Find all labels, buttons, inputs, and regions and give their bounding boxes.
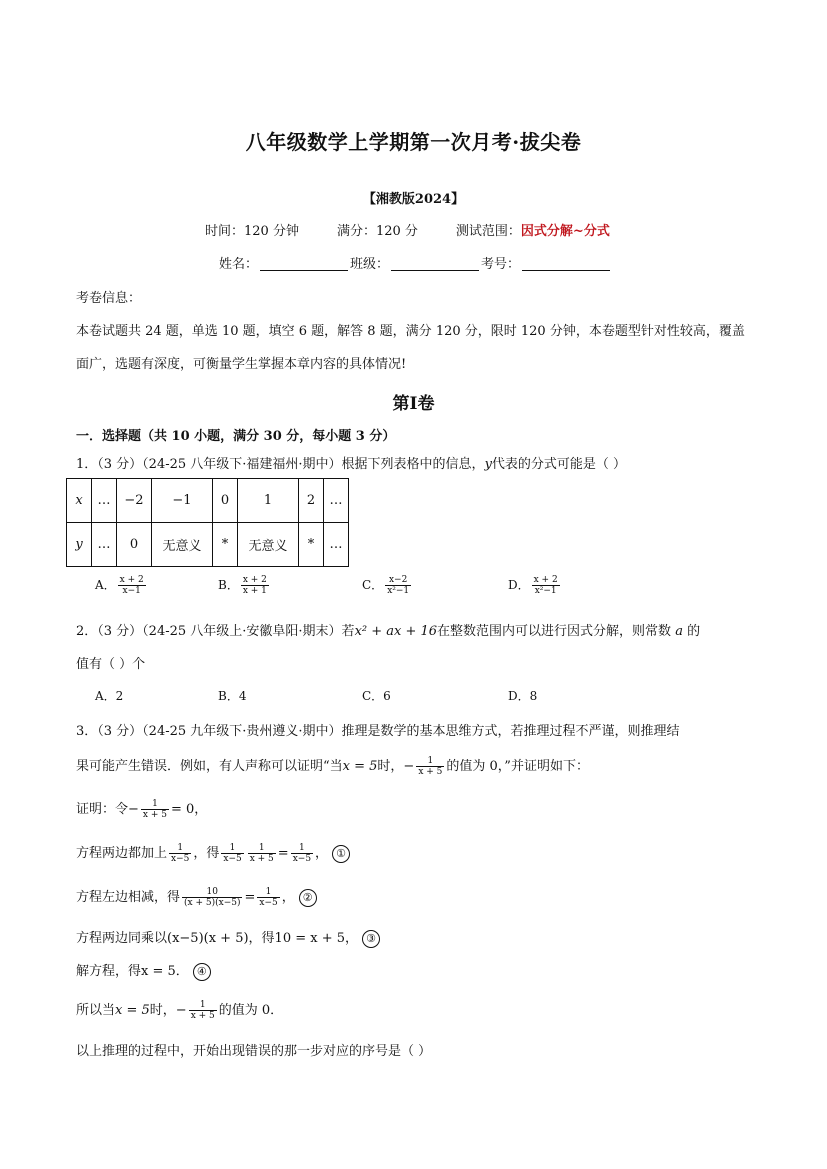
fraction xyxy=(257,887,279,908)
class-label: 班级： xyxy=(350,257,390,272)
q3-line2-c: 时，− xyxy=(377,759,415,774)
id-blank[interactable] xyxy=(522,256,610,271)
q3-step-4 xyxy=(76,960,211,981)
numerator: 1 xyxy=(265,887,272,897)
part1-heading: 一．选择题（共 10 小题，满分 30 分，每小题 3 分） xyxy=(76,429,396,444)
denominator: x−5 xyxy=(223,854,242,864)
q3-step-1 xyxy=(76,842,350,864)
time-info: 时间：120 分钟 xyxy=(205,224,299,239)
table-cell: 无意义 xyxy=(238,523,299,567)
info-heading: 考卷信息： xyxy=(76,291,142,306)
denominator: (x + 5)(x−5) xyxy=(184,898,241,908)
step-text: = xyxy=(277,846,289,861)
numerator: 1 xyxy=(152,799,158,809)
table-cell: 1 xyxy=(238,479,299,523)
q3-step-3 xyxy=(76,927,380,948)
option-label: B． xyxy=(218,578,239,592)
q3-conclusion xyxy=(76,999,283,1021)
step-text: x = 5 xyxy=(115,1003,150,1018)
range-label: 测试范围： xyxy=(455,224,521,239)
q3-line2-b: x = 5 xyxy=(342,759,378,774)
q1-table xyxy=(66,478,349,567)
edition-label: 【湘教版2024】 xyxy=(362,192,465,207)
q2-line-2: 值有（ ）个 xyxy=(76,657,146,672)
q3-proof xyxy=(76,798,207,820)
denominator: x + 5 xyxy=(249,854,274,864)
numerator: x + 2 xyxy=(119,575,144,585)
name-blank[interactable] xyxy=(260,256,348,271)
fraction xyxy=(291,843,313,864)
denominator: x−5 xyxy=(171,854,190,864)
section-title: 第Ⅰ卷 xyxy=(392,394,435,414)
numerator: 1 xyxy=(199,1000,206,1010)
step-text: = xyxy=(244,890,256,905)
table-cell: 0 xyxy=(213,479,238,523)
id-label: 考号： xyxy=(481,257,521,272)
page-title: 八年级数学上学期第一次月考·拔尖卷 xyxy=(245,130,582,154)
fraction xyxy=(532,575,560,596)
option-label: C． xyxy=(362,578,384,592)
denominator: x + 1 xyxy=(242,586,267,596)
fraction xyxy=(182,887,242,908)
table-cell: … xyxy=(92,523,117,567)
table-cell: … xyxy=(324,523,349,567)
step-text: ， xyxy=(281,890,295,905)
table-cell: 2 xyxy=(299,479,324,523)
fraction xyxy=(248,843,276,864)
option-label: A． xyxy=(95,578,116,592)
q2-option-a[interactable]: A．2 xyxy=(95,689,124,703)
fraction xyxy=(189,1000,217,1021)
option-label: D． xyxy=(508,578,530,592)
step-marker: ② xyxy=(299,889,317,907)
numerator: 1 xyxy=(177,843,184,853)
table-cell: … xyxy=(324,479,349,523)
q3-line-2 xyxy=(76,755,589,777)
step-text: 的值为 0． xyxy=(218,1003,284,1018)
q2-var: a xyxy=(675,624,683,639)
q2-stem xyxy=(76,620,700,639)
denominator: x²−1 xyxy=(532,585,560,596)
q3-line2-d: 的值为 0，”并证明如下： xyxy=(446,759,589,774)
q2-option-d[interactable]: D．8 xyxy=(508,689,538,703)
q2-stem-prefix: 2．（3 分）（24-25 八年级上·安徽阜阳·期末）若 xyxy=(76,624,355,639)
table-cell: −1 xyxy=(152,479,213,523)
table-row xyxy=(67,523,349,567)
numerator: x + 2 xyxy=(533,575,558,585)
denominator: x−5 xyxy=(259,898,278,908)
q1-var: y xyxy=(484,457,492,472)
numerator: x−2 xyxy=(388,575,408,585)
table-cell: 无意义 xyxy=(152,523,213,567)
q3-step-2 xyxy=(76,886,317,908)
q2-stem-end: 的 xyxy=(687,624,701,639)
score-info: 满分：120 分 xyxy=(336,224,418,239)
q1-option-d[interactable] xyxy=(508,575,562,596)
numerator: 1 xyxy=(299,843,305,853)
denominator: x + 5 xyxy=(190,1011,215,1021)
denominator: x−1 xyxy=(118,585,146,596)
table-cell: * xyxy=(213,523,238,567)
q1-option-c[interactable] xyxy=(362,575,413,596)
q2-option-b[interactable]: B．4 xyxy=(218,689,247,703)
table-cell: … xyxy=(92,479,117,523)
proof-text: = 0， xyxy=(170,802,208,817)
numerator: x + 2 xyxy=(242,575,267,585)
fraction xyxy=(141,799,169,820)
name-label: 姓名： xyxy=(219,257,259,272)
step-text: 方程两边都加上 xyxy=(76,846,168,861)
q2-option-c[interactable]: C．6 xyxy=(362,689,391,703)
step-marker: ④ xyxy=(193,963,211,981)
fraction xyxy=(118,575,146,596)
q3-question: 以上推理的过程中，开始出现错误的那一步对应的序号是（ ） xyxy=(76,1044,432,1059)
step-marker: ① xyxy=(332,845,350,863)
step-text: ， xyxy=(315,846,329,861)
denominator: x + 5 xyxy=(418,767,443,777)
q1-option-b[interactable] xyxy=(218,575,271,596)
fraction xyxy=(385,575,411,596)
q3-line2-a: 果可能产生错误．例如，有人声称可以证明“当 xyxy=(76,759,343,774)
q1-option-a[interactable] xyxy=(95,575,148,596)
step-text: 所以当 xyxy=(76,1003,116,1018)
table-row xyxy=(67,479,349,523)
numerator: 10 xyxy=(206,887,218,897)
fraction xyxy=(416,756,444,777)
table-cell: * xyxy=(299,523,324,567)
table-cell: −2 xyxy=(117,479,152,523)
denominator: x−5 xyxy=(292,854,312,864)
table-cell: y xyxy=(67,523,92,567)
fraction xyxy=(241,575,269,596)
denominator: x + 5 xyxy=(142,810,167,820)
q1-stem xyxy=(76,453,626,472)
table-cell: x xyxy=(67,479,92,523)
step-text: 方程左边相减，得 xyxy=(76,890,181,905)
numerator: 1 xyxy=(229,843,236,853)
denominator: x²−1 xyxy=(387,586,410,596)
exam-meta xyxy=(205,220,610,239)
numerator: 1 xyxy=(258,843,265,853)
class-blank[interactable] xyxy=(391,256,479,271)
student-fields xyxy=(219,253,612,272)
q3-line-1: 3．（3 分）（24-25 九年级下·贵州遵义·期中）推理是数学的基本思维方式，若推理过程不严谨，则推理结 xyxy=(76,724,680,739)
q1-stem-prefix: 1．（3 分）（24-25 八年级下·福建福州·期中）根据下列表格中的信息， xyxy=(76,457,485,472)
step-text: 方程两边同乘以(x−5)(x + 5)，得10 = x + 5， xyxy=(76,931,359,946)
fraction xyxy=(169,843,191,864)
step-text: 解方程，得x = 5． xyxy=(76,964,189,979)
numerator: 1 xyxy=(427,756,434,766)
table-cell: 0 xyxy=(117,523,152,567)
q2-stem-mid: 在整数范围内可以进行因式分解，则常数 xyxy=(437,624,672,639)
step-marker: ③ xyxy=(362,930,380,948)
q1-stem-suffix: 代表的分式可能是（ ） xyxy=(491,457,627,472)
info-line-2: 面广，选题有深度，可衡量学生掌握本章内容的具体情况! xyxy=(76,357,407,372)
proof-text: 证明：令− xyxy=(76,802,139,817)
step-text: ，得 xyxy=(193,846,220,861)
range-value: 因式分解~分式 xyxy=(520,224,610,239)
q2-expression: x² + ax + 16 xyxy=(354,624,438,639)
step-text: 时，− xyxy=(149,1003,187,1018)
fraction xyxy=(221,843,243,864)
info-line-1: 本卷试题共 24 题，单选 10 题，填空 6 题，解答 8 题，满分 120 分，限时 120 分钟，本卷题型针对性较高，覆盖 xyxy=(76,324,745,339)
